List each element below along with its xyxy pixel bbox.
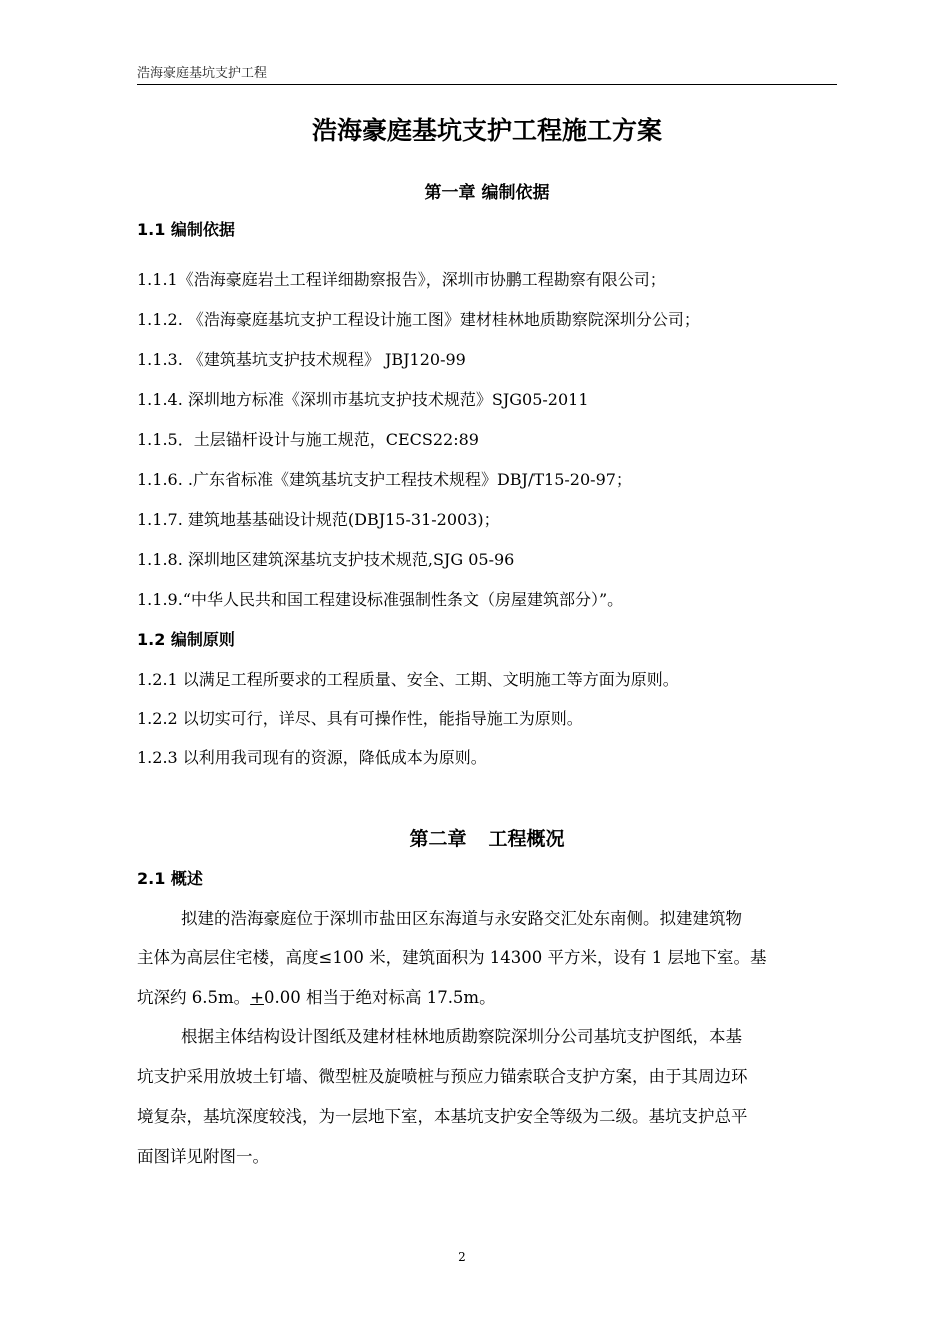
chapter-2-heading [137, 824, 837, 854]
list-item: 1.1.2. 《浩海豪庭基坑支护工程设计施工图》建材桂林地质勘察院深圳分公司； [137, 310, 700, 329]
section-2-1-heading: 2.1 概述 [137, 869, 203, 888]
paragraph-line: 坑支护采用放坡土钉墙、微型桩及旋喷桩与预应力锚索联合支护方案，由于其周边环 [137, 1067, 748, 1086]
chapter-2-number: 第二章 [409, 828, 467, 850]
chapter-1-heading: 第一章 编制依据 [424, 183, 550, 203]
list-item: 1.1.4. 深圳地方标准《深圳市基坑支护技术规范》SJG05-2011 [137, 390, 589, 409]
paragraph-line [137, 984, 837, 1012]
list-item: 1.1.9.“中华人民共和国工程建设标准强制性条文（房屋建筑部分）”。 [137, 590, 624, 609]
chapter-2-title: 工程概况 [488, 828, 565, 850]
paragraph-line: 根据主体结构设计图纸及建材桂林地质勘察院深圳分公司基坑支护图纸，本基 [181, 1027, 742, 1046]
list-item: 1.2.2 以切实可行，详尽、具有可操作性，能指导施工为原则。 [137, 709, 583, 728]
list-item: 1.1.5．土层锚杆设计与施工规范，CECS22:89 [137, 430, 479, 449]
list-item: 1.1.8. 深圳地区建筑深基坑支护技术规范,SJG 05-96 [137, 550, 515, 569]
text-span: 坑深约 6.5m。 [137, 988, 251, 1007]
paragraph-line: 拟建的浩海豪庭位于深圳市盐田区东海道与永安路交汇处东南侧。拟建建筑物 [181, 909, 742, 928]
paragraph-line: 主体为高层住宅楼，高度≤100 米，建筑面积为 14300 平方米，设有 1 层地下室。基 [137, 948, 767, 967]
paragraph-line: 面图详见附图一。 [137, 1147, 269, 1166]
page-number: 2 [458, 1250, 466, 1264]
list-item: 1.1.1《浩海豪庭岩土工程详细勘察报告》，深圳市协鹏工程勘察有限公司； [137, 270, 666, 289]
running-header: 浩海豪庭基坑支护工程 [137, 66, 268, 81]
list-item: 1.2.1 以满足工程所要求的工程质量、安全、工期、文明施工等方面为原则。 [137, 670, 679, 689]
section-1-2-heading: 1.2 编制原则 [137, 630, 235, 649]
section-1-1-heading: 1.1 编制依据 [137, 220, 235, 239]
document-title: 浩海豪庭基坑支护工程施工方案 [311, 116, 662, 145]
paragraph-line: 境复杂，基坑深度较浅，为一层地下室，本基坑支护安全等级为二级。基坑支护总平 [137, 1107, 748, 1126]
header-rule [137, 84, 837, 85]
list-item: 1.2.3 以利用我司现有的资源，降低成本为原则。 [137, 748, 487, 767]
text-span: 0.00 相当于绝对标高 17.5m。 [263, 988, 496, 1007]
plus-sign: + [250, 988, 264, 1007]
list-item: 1.1.6. .广东省标准《建筑基坑支护工程技术规程》DBJ/T15-20-97； [137, 470, 632, 489]
list-item: 1.1.7. 建筑地基基础设计规范(DBJ15-31-2003)； [137, 510, 500, 529]
list-item: 1.1.3. 《建筑基坑支护技术规程》 JBJ120-99 [137, 350, 466, 369]
